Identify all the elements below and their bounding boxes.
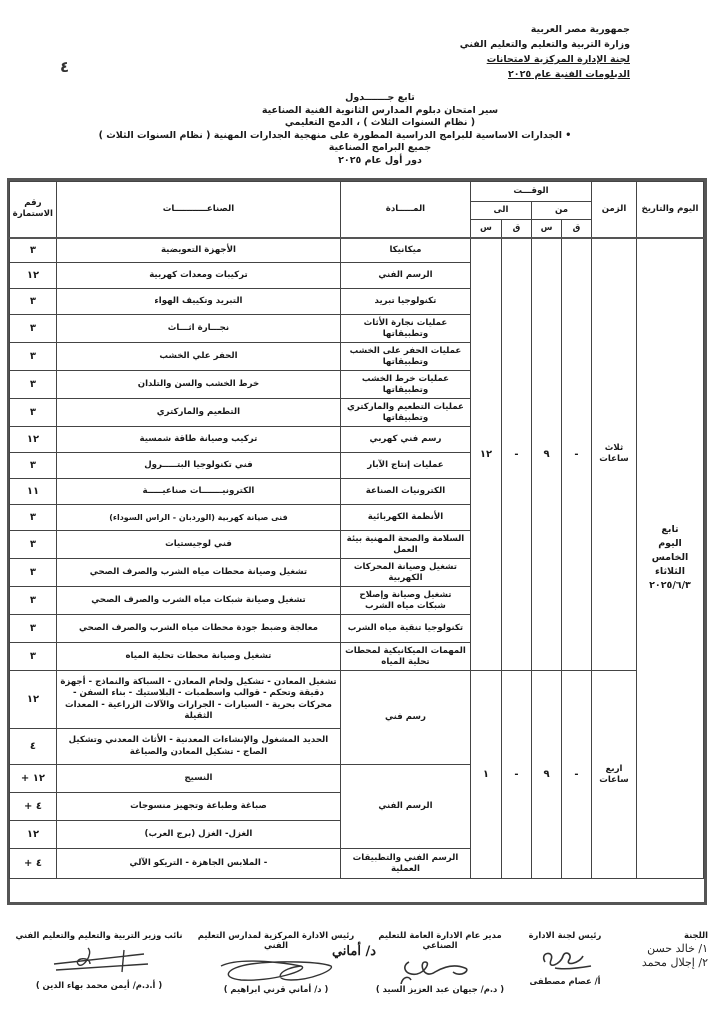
form-number-cell: ٣ xyxy=(9,587,56,615)
form-number-cell: ٣ xyxy=(9,615,56,643)
specialization-cell: نجـــارة اثـــاث xyxy=(56,315,340,343)
page-number: ٤ xyxy=(60,58,70,76)
title-exam: سير امتحان دبلوم المدارس الثانوية الفنية الصناعية xyxy=(261,104,499,116)
org-line-committee: لجنة الإدارة المركزية لامتحانات xyxy=(486,54,630,65)
header-to: الى xyxy=(470,202,531,220)
specialization-cell: خرط الخشب والسن والتلدان xyxy=(56,371,340,399)
from-hour-group-2: ٩ xyxy=(532,671,562,879)
header-to-hour: س xyxy=(470,220,501,238)
header-to-minute: ق xyxy=(502,220,532,238)
specialization-cell: تشغيل وصيانة شبكات مياه الشرب والصرف الصحي xyxy=(56,587,340,615)
form-number-cell: ٣ xyxy=(9,371,56,399)
specialization-cell: تشغيل وصيانة محطات مياه الشرب والصرف الصحي xyxy=(56,559,340,587)
form-number-cell: ٤ + xyxy=(9,849,56,879)
signature-scribble-icon xyxy=(535,944,595,974)
subject-cell: عمليات نجارة الأثاث وتطبيقاتها xyxy=(340,315,470,343)
day-label-weekday: الثلاثاء xyxy=(655,566,685,578)
title-system: ( نظام السنوات الثلاث ) ، الدمج التعليمي xyxy=(284,117,476,129)
title-continued-table: تابع جـــــــدول xyxy=(345,92,415,103)
header-subject: المـــــادة xyxy=(340,182,470,238)
signature-central-admin-head xyxy=(196,930,376,994)
signature-scribble-icon xyxy=(44,944,154,974)
subject-cell: عمليات التطعيم والماركتري وتطبيقاتها xyxy=(340,399,470,427)
org-line-year: الدبلومات الفنية عام ٢٠٢٥ xyxy=(507,69,630,80)
signature-name: ( د.م/ جيهان عبد العزيز السيد ) xyxy=(375,984,505,994)
to-minute-group-1: - xyxy=(502,238,532,671)
specialization-cell: الغزل- الغزل (برج العرب) xyxy=(56,821,340,849)
specialization-cell: تشغيل وصيانة محطات تحلية المياه xyxy=(56,643,340,671)
header-form-number: رقم الاستمارة xyxy=(9,182,56,238)
specialization-cell: معالجة وضبط جودة محطات مياه الشرب والصرف الصحي xyxy=(56,615,340,643)
org-line-ministry: وزارة التربية والتعليم والتعليم الفني xyxy=(459,39,630,50)
signature-industrial-ed-director xyxy=(360,930,520,994)
form-number-cell: ٣ xyxy=(9,453,56,479)
day-label-fifth: الخامس xyxy=(651,552,689,564)
specialization-cell: التبريد وتكييف الهواء xyxy=(56,289,340,315)
form-number-cell: ٤ xyxy=(9,729,56,765)
to-minute-group-2: - xyxy=(502,671,532,879)
subject-cell: الرسم الفني xyxy=(340,263,470,289)
subject-cell: عمليات إنتاج الآبار xyxy=(340,453,470,479)
form-number-cell: ٣ xyxy=(9,289,56,315)
duration-cell-group-2: اربع ساعات xyxy=(592,671,637,879)
from-minute-group-1: - xyxy=(562,238,592,671)
specialization-cell: التطعيم والماركتري xyxy=(56,399,340,427)
form-number-cell: ٣ xyxy=(9,531,56,559)
document-titles xyxy=(98,92,572,168)
subject-cell: تشغيل وصيانة المحركات الكهربية xyxy=(340,559,470,587)
day-label-continued: تابع xyxy=(661,524,679,536)
specialization-cell: فني لوجيستيات xyxy=(56,531,340,559)
specialization-cell: الكترونيـــــــات صناعيـــــة xyxy=(56,479,340,505)
committee-member-2: ٢/ إجلال محمد xyxy=(641,956,708,969)
organization-header xyxy=(430,22,630,82)
signature-admin-committee-head xyxy=(510,930,620,986)
specialization-cell: تركيب وصيانة طاقة شمسية xyxy=(56,427,340,453)
signature-name: ( د/ أماني قرني ابراهيم ) xyxy=(223,984,329,994)
signature-name: ( أ.د.م/ أيمن محمد بهاء الدين ) xyxy=(35,980,163,990)
subject-cell: الكترونيات الصناعة xyxy=(340,479,470,505)
signature-deputy-minister xyxy=(14,930,184,990)
header-specializations: الصناعـــــــــــات xyxy=(56,182,340,238)
header-from-minute: ق xyxy=(562,220,592,238)
subject-cell: السلامة والصحة المهنية بيئة العمل xyxy=(340,531,470,559)
signature-title: نائب وزير التربية والتعليم والتعليم الفني xyxy=(15,930,183,940)
subject-cell: تكنولوجيا تنقية مياه الشرب xyxy=(340,615,470,643)
title-competencies: • الجدارات الاساسية للبرامج الدراسية المطورة على منهجية الجدارات المهنية ( نظام السنوات الثلاث ) xyxy=(98,129,572,141)
to-hour-group-1: ١٢ xyxy=(470,238,501,671)
subject-cell: تشغيل وصيانة وإصلاح شبكات مياه الشرب xyxy=(340,587,470,615)
specialization-cell: فني تكنولوجيا البتـــــرول xyxy=(56,453,340,479)
specialization-cell: - الملابس الجاهزة - التريكو الآلي xyxy=(56,849,340,879)
from-hour-group-1: ٩ xyxy=(532,238,562,671)
form-number-cell: ١٢ + xyxy=(9,765,56,793)
signature-committee xyxy=(618,930,708,970)
form-number-cell: ٣ xyxy=(9,399,56,427)
committee-member-1: ١/ خالد حسن xyxy=(647,942,708,955)
day-label-date: ٢٠٢٥/٦/٣ xyxy=(649,580,691,592)
specialization-cell: الأجهزة التعويضية xyxy=(56,238,340,263)
form-number-cell: ٣ xyxy=(9,343,56,371)
signature-title: مدير عام الادارة العامة للتعليم الصناعي xyxy=(378,930,502,950)
form-number-cell: ٣ xyxy=(9,505,56,531)
subject-cell: رسم فني xyxy=(340,671,470,765)
form-number-cell: ١٢ xyxy=(9,263,56,289)
duration-cell-group-1: ثلاث ساعات xyxy=(592,238,637,671)
signature-scribble-icon xyxy=(211,954,341,984)
specialization-cell: فنى صيانة كهربية (الوردبان - الراس السوداء) xyxy=(56,505,340,531)
header-time: الوقـــت xyxy=(470,182,591,202)
specialization-cell: تركيبات ومعدات كهربية xyxy=(56,263,340,289)
day-label-day: اليوم xyxy=(658,538,682,550)
signature-title: اللجنة xyxy=(684,930,708,940)
subject-cell: الأنظمة الكهربائية xyxy=(340,505,470,531)
subject-cell: عمليات خرط الخشب وتطبيقاتها xyxy=(340,371,470,399)
from-minute-group-2: - xyxy=(562,671,592,879)
form-number-cell: ٣ xyxy=(9,643,56,671)
subject-cell: الرسم الفني والتطبيقات العملية xyxy=(340,849,470,879)
signature-title: رئيس لجنة الادارة xyxy=(528,930,602,940)
subject-cell: المهمات الميكانيكية لمحطات تحلية المياه xyxy=(340,643,470,671)
form-number-cell: ١٢ xyxy=(9,821,56,849)
table-row xyxy=(9,671,703,729)
subject-cell: تكنولوجيا تبريد xyxy=(340,289,470,315)
specialization-cell: صباغة وطباعة وتجهيز منسوجات xyxy=(56,793,340,821)
to-hour-group-2: ١ xyxy=(470,671,501,879)
signature-handwritten-names xyxy=(618,942,708,970)
form-number-cell: ٣ xyxy=(9,315,56,343)
subject-cell: الرسم الفني xyxy=(340,765,470,849)
form-number-cell: ٣ xyxy=(9,238,56,263)
exam-schedule-table xyxy=(7,178,707,905)
header-from: من xyxy=(532,202,592,220)
specialization-cell: الحفر علي الخشب xyxy=(56,343,340,371)
signature-title: رئيس الادارة المركزية لمدارس التعليم الفني xyxy=(197,930,355,950)
org-line-country: جمهورية مصر العربية xyxy=(530,24,630,35)
specialization-cell: الحديد المشغول والإنشاءات المعدنية - الأثاث المعدني وتشكيل الصاج - تشكيل المعادن والصياغة xyxy=(56,729,340,765)
subject-cell: عمليات الحفر على الخشب وتطبيقاتها xyxy=(340,343,470,371)
title-programs: جميع البرامج الصناعية xyxy=(328,142,432,154)
subject-cell: ميكانيكا xyxy=(340,238,470,263)
specialization-cell: النسيج xyxy=(56,765,340,793)
header-day-date: اليوم والتاريخ xyxy=(637,182,704,238)
signature-scribble-icon xyxy=(395,954,485,984)
day-date-cell xyxy=(637,238,704,879)
header-duration: الزمن xyxy=(592,182,637,238)
header-from-hour: س xyxy=(532,220,562,238)
form-number-cell: ٤ + xyxy=(9,793,56,821)
form-number-cell: ١١ xyxy=(9,479,56,505)
title-session: دور أول عام ٢٠٢٥ xyxy=(338,154,422,166)
signature-name: أ/ عصام مصطفى xyxy=(529,976,601,986)
specialization-cell: تشغيل المعادن - تشكيل ولحام المعادن - السباكة والنماذج - أجهزة دقيقة وتحكم - قوالب واسطمبات - البلاستيك - بناء السفن - محركات بحرية - السيارات - الجرارات والآلات الزراعية - المعدات الثقيلة xyxy=(56,671,340,729)
form-number-cell: ١٢ xyxy=(9,671,56,729)
table-row xyxy=(9,238,703,263)
form-number-cell: ١٢ xyxy=(9,427,56,453)
signature-handwritten: د/ أماني xyxy=(331,944,376,959)
form-number-cell: ٣ xyxy=(9,559,56,587)
subject-cell: رسم فني كهربي xyxy=(340,427,470,453)
